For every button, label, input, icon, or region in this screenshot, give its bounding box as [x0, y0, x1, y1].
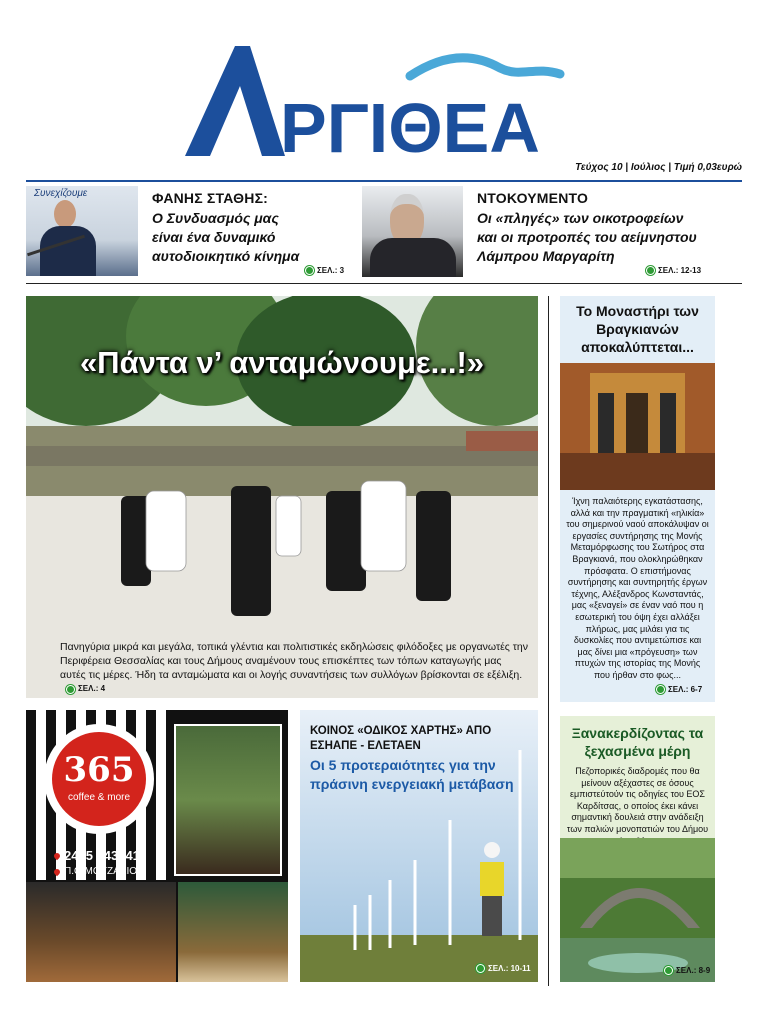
masthead-logo-graphic: [180, 46, 580, 161]
side-story-monastery: [560, 296, 715, 702]
page-ref-dot-icon: [305, 266, 314, 275]
side-story-trails: [560, 716, 715, 982]
page-ref-dot-icon: [656, 685, 665, 694]
teaser-left-page-ref-label: ΣΕΛ.: 3: [317, 266, 345, 275]
suit-shape: [40, 226, 96, 276]
side-story-trails-text: Πεζοπορικές διαδρομές που θα μείνουν αξέχαστες σε όσους εμπιστεύτούν τις οδηγίες του ΕΟΣ Καρδίτσας, ο οποίος έκει κάνει σημαντική δουλειά στην ανάδειξη των παλιών μονοπατιών του Δήμου: [566, 766, 709, 834]
energy-headline: Οι 5 προτεραιότητες για την πράσινη ενεργειακή μετάβαση: [310, 757, 514, 792]
page-ref-dot-icon: [646, 266, 655, 275]
cafe-logo-inner: [52, 732, 146, 826]
monastery-iconostasis-photo: [560, 363, 715, 490]
cafe-terrace-photo: [174, 724, 282, 876]
main-story-page-ref-label: ΣΕΛ.: 4: [78, 684, 106, 693]
teaser-left-photo: [26, 186, 138, 276]
energy-story-box[interactable]: [300, 710, 538, 982]
side-story-monastery-page-ref-label: ΣΕΛ.: 6-7: [668, 685, 703, 694]
page-ref-dot-icon: [664, 966, 673, 975]
teaser-right-page-ref-label: ΣΕΛ.: 12-13: [658, 266, 702, 275]
teaser-right-heading: ΝΤΟΚΟΥΜΕΝΤΟ: [477, 190, 589, 206]
page-ref-dot-icon: [476, 964, 485, 973]
issue-info: Τεύχος 10 | Ιούλιος | Τιμή 0,03ευρώ: [575, 162, 742, 173]
masthead-logo: [180, 46, 580, 161]
teaser-right-body: Οι «πληγές» των οικοτροφείων και οι προτροπές του αείμνηστου Λάμπρου Μαργαρίτη: [477, 210, 697, 264]
energy-kicker: ΚΟΙΝΟΣ «ΟΔΙΚΟΣ ΧΑΡΤΗΣ» ΑΠΟ ΕΣΗΑΠΕ - ΕΛΕΤΑΕΝ: [310, 725, 492, 752]
location-pin-icon: [53, 867, 61, 875]
side-story-trails-page-ref-label: ΣΕΛ.: 8-9: [676, 966, 711, 975]
main-story-headline: «Πάντα ν’ ανταμώνουμε...!»: [79, 345, 485, 380]
column-divider: [548, 296, 549, 986]
energy-page-ref-label: ΣΕΛ.: 10-11: [488, 964, 531, 973]
teaser-left-heading: ΦΑΝΗΣ ΣΤΑΘΗΣ:: [152, 190, 269, 206]
cafe-interior-photo: [26, 882, 176, 982]
main-story-page-ref[interactable]: [66, 682, 105, 696]
side-story-trails-page-ref[interactable]: [664, 966, 710, 975]
jacket-shape: [370, 238, 456, 277]
masthead-title-rest: ΡΓΙΘΕΑ: [280, 89, 540, 161]
mountain-swoosh-icon: [410, 58, 560, 76]
side-story-monastery-text: Ίχνη παλαιότερης εγκατάστασης, αλλά και την πραγματική «ηλικία» του σημερινού ναού αποκάλυψαν οι εργασίες συντήρησης της Μονής Μεταμόρφωσης του Σωτήρος στα Βραγκιανά, που ολοκληρώθηκαν πρόσφατα. Ο επιστήμονας συντήρησης και συντηρητής έργων τέχνης, Αλέξανδρος Κωνσταντάς, μας «ξεναγεί» σε έναν ναό που η εσωτερική του όψη έχει αλλάξει πλήρως, μας μιλάει για τις δυσκολίες που αντιμετώπισε και μας δίνει μια «πρόγευση» των πτυχών της ιστορίας της Μονής που ήρθαν στο φως...: [566, 496, 709, 680]
cafe-logo-sub: coffee & more: [67, 792, 131, 803]
location-row: [54, 866, 143, 877]
location-pin-icon: [53, 851, 61, 859]
phone-row: [54, 848, 140, 863]
teaser-right-page-ref[interactable]: [646, 266, 701, 275]
side-story-monastery-page-ref[interactable]: [656, 685, 702, 694]
person-silhouette-icon: [54, 200, 76, 228]
cafe-logo: [44, 724, 154, 834]
teaser-right-photo: [362, 186, 463, 277]
bridge-graphic: [560, 838, 715, 982]
side-story-trails-title: Ξανακερδίζοντας τα ξεχασμένα μέρη: [571, 725, 704, 759]
cafe-drinks-photo: [178, 882, 288, 982]
stone-bridge-photo: [560, 838, 715, 982]
side-story-monastery-title: Το Μοναστήρι των Βραγκιανών αποκαλύπτεται...: [576, 303, 699, 355]
teaser-left-photo-label: Συνεχίζουμε: [34, 188, 88, 199]
energy-page-ref[interactable]: [476, 964, 531, 973]
cafe-logo-number: 365: [63, 750, 135, 790]
logo-big-a-icon: [185, 46, 285, 156]
page-ref-dot-icon: [66, 685, 75, 694]
teaser-bottom-rule: [26, 283, 742, 284]
iconostasis-graphic: [560, 363, 715, 490]
teaser-left-body: Ο Συνδυασμός μας είναι ένα δυναμικό αυτοδιοικητικό κίνημα: [152, 210, 300, 264]
cafe-location: Π.Ο ΜΟΥΖΑΚΙΟΥ: [64, 866, 144, 877]
cafe-phone: 2445 043241: [64, 848, 140, 863]
cafe-advertisement[interactable]: [26, 710, 288, 982]
main-story-caption-text: Πανηγύρια μικρά και μεγάλα, τοπικά γλέντια και πολιτιστικές εκδηλώσεις φιλόδοξες με οργανωτές την Περιφέρεια Θεσσαλίας και τους Δήμους αναμένουν τους επισκέπτες των τόπων καταγωγής μας αυτές τις μέρες. Ήδη τα ανταμώματα και οι λογής συναντήσεις των συλλόγων βρίσκονται σε εξέλιξη.: [60, 641, 528, 681]
main-story-caption: [60, 640, 530, 698]
masthead-rule: [26, 180, 742, 182]
teaser-left-page-ref[interactable]: [305, 266, 344, 275]
